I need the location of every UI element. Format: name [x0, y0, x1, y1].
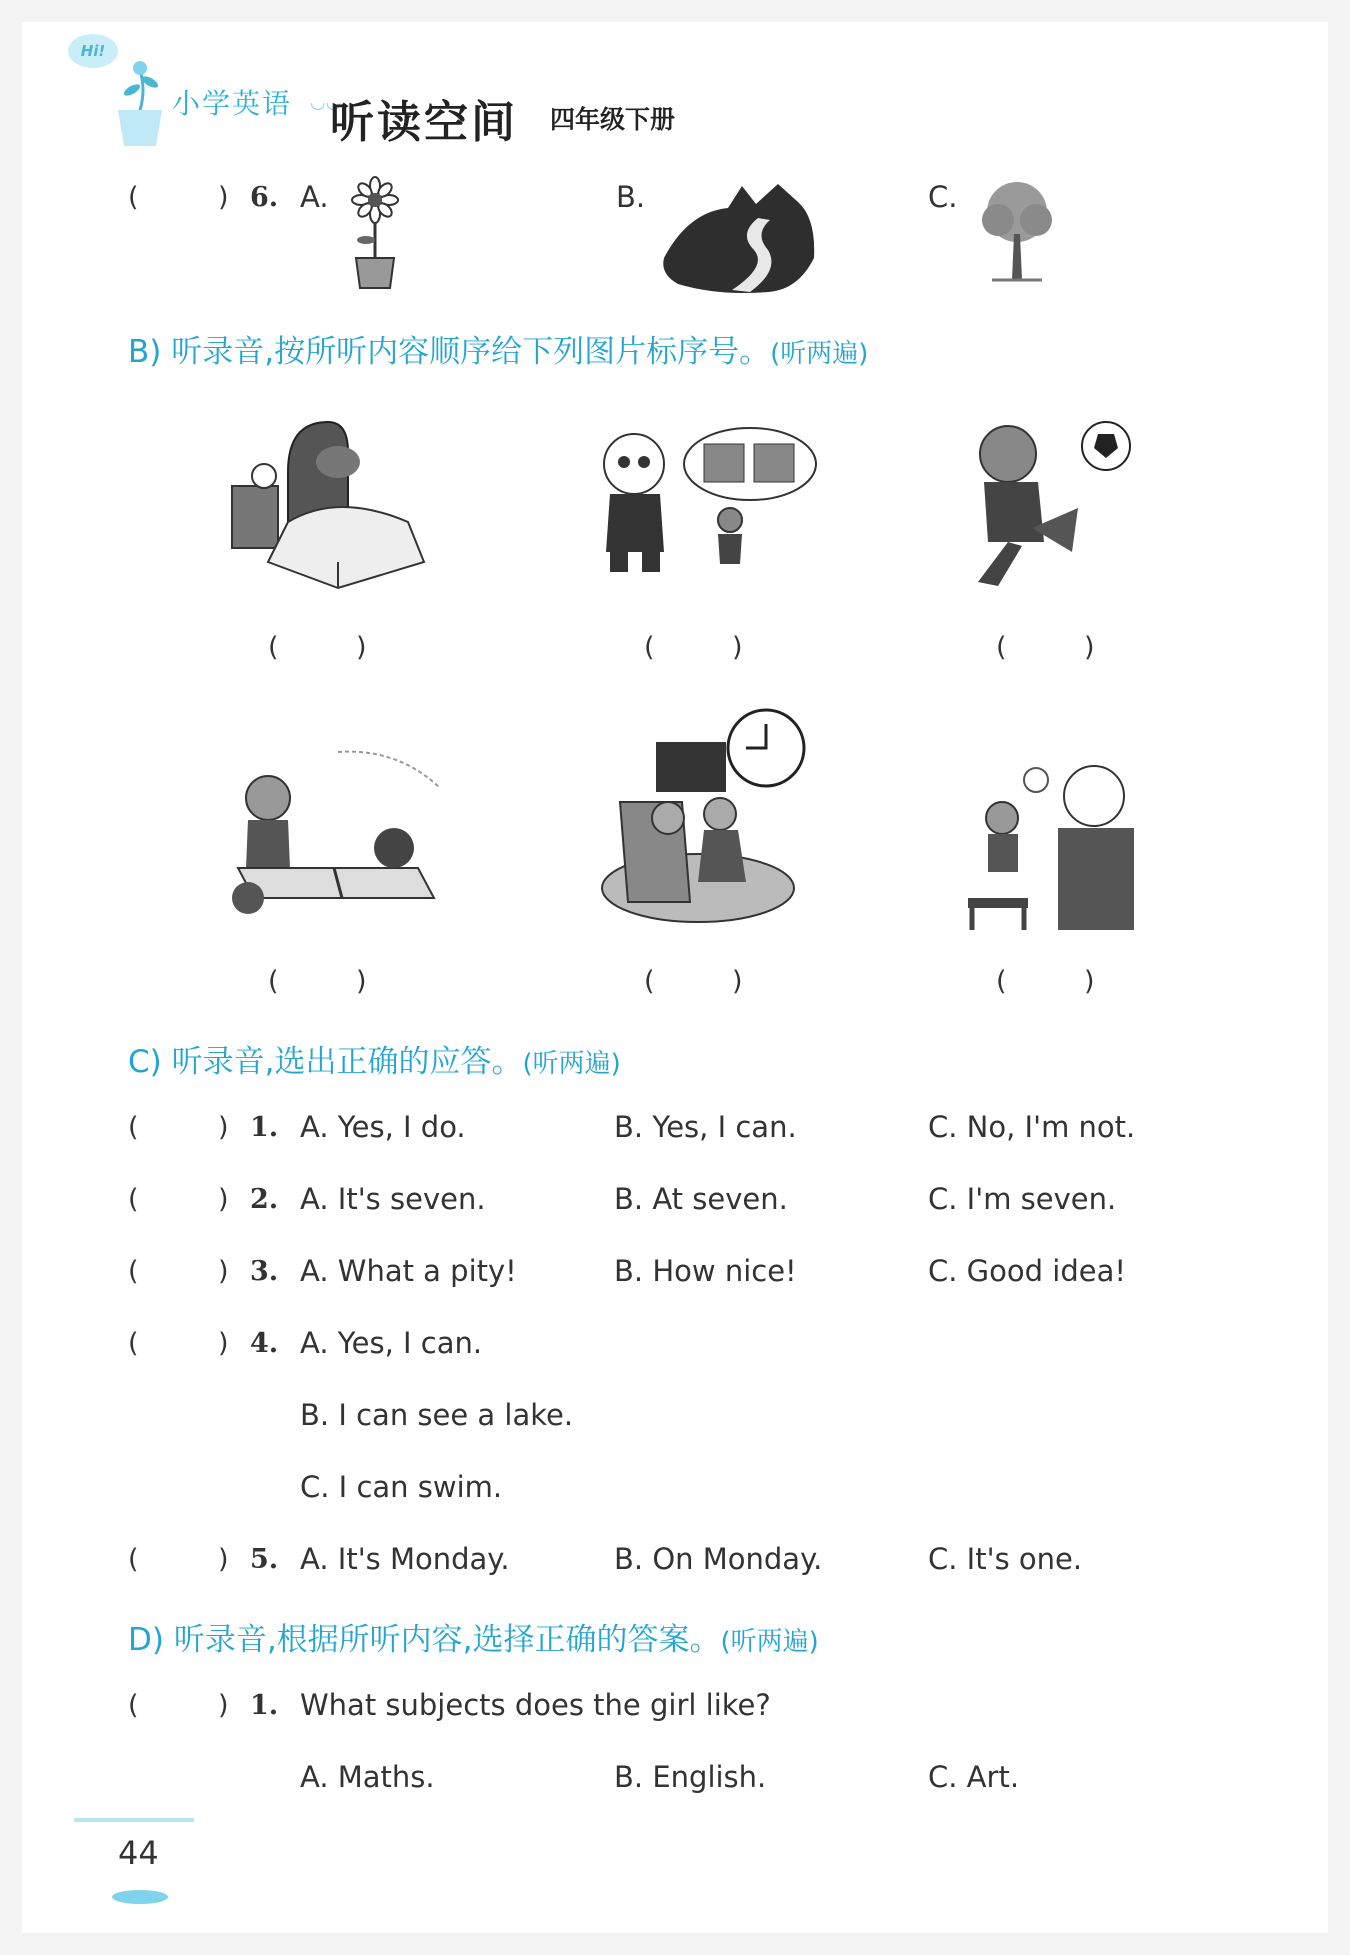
answer-blank-close: )	[218, 1256, 229, 1287]
blank-open: (	[268, 632, 279, 663]
answer-blank-open: (	[128, 1328, 139, 1359]
answer-blank-close: )	[218, 1328, 229, 1359]
answer-blank-close: )	[218, 182, 229, 213]
answer-blank-open: (	[128, 1690, 139, 1721]
mouse-and-cat-talking-picture	[948, 748, 1140, 930]
table-tennis-picture	[218, 748, 444, 928]
potted-flower-picture	[344, 176, 406, 292]
hi-bubble: Hi!	[68, 34, 118, 68]
question-number: 6.	[250, 182, 279, 213]
blank-open: (	[644, 632, 655, 663]
decoration-dots: ◡◡	[310, 92, 342, 113]
blank-close: )	[1084, 632, 1095, 663]
blank-open: (	[996, 632, 1007, 663]
grade-label: 四年级下册	[550, 105, 676, 134]
answer-blank-open: (	[128, 1112, 139, 1143]
answer-blank-open: (	[128, 1256, 139, 1287]
answer-blank-open: (	[128, 1184, 139, 1215]
option-b-label: B.	[616, 180, 646, 214]
option-c: C. No, I'm not.	[928, 1110, 1136, 1144]
question-number: 1.	[250, 1690, 279, 1721]
option-c: C. I'm seven.	[928, 1182, 1117, 1216]
brand-title: 听读空间	[330, 97, 518, 148]
blank-close: )	[356, 632, 367, 663]
option-c-label: C.	[928, 180, 958, 214]
bedtime-clock-picture	[598, 706, 810, 928]
option-a: A. It's seven.	[300, 1182, 486, 1216]
blank-close: )	[356, 966, 367, 997]
answer-blank-close: )	[218, 1184, 229, 1215]
answer-blank-close: )	[218, 1112, 229, 1143]
option-c: C. It's one.	[928, 1542, 1083, 1576]
mountain-road-picture	[658, 178, 818, 296]
section-c-title: C) 听录音,选出正确的应答。	[128, 1044, 523, 1080]
blank-close: )	[732, 966, 743, 997]
option-a: A. Yes, I can.	[300, 1326, 483, 1360]
section-d-heading	[128, 1614, 819, 1659]
option-b: B. Yes, I can.	[614, 1110, 797, 1144]
section-c-note: (听两遍)	[522, 1049, 621, 1079]
question-number: 4.	[250, 1328, 279, 1359]
section-b-note: (听两遍)	[770, 339, 869, 369]
question-number: 1.	[250, 1112, 279, 1143]
option-a: A. Yes, I do.	[300, 1110, 466, 1144]
question-number: 2.	[250, 1184, 279, 1215]
option-b: B. English.	[614, 1760, 767, 1794]
section-b-title: B) 听录音,按所听内容顺序给下列图片标序号。	[128, 334, 771, 370]
option-a-label: A.	[300, 180, 329, 214]
flower-pot-logo-icon	[112, 60, 168, 150]
page-tab-decoration	[74, 1818, 194, 1822]
blank-close: )	[1084, 966, 1095, 997]
cat-kicking-ball-picture	[948, 412, 1136, 590]
question-number: 3.	[250, 1256, 279, 1287]
option-c: C. Good idea!	[928, 1254, 1126, 1288]
blank-open: (	[644, 966, 655, 997]
option-a: A. It's Monday.	[300, 1542, 510, 1576]
page-stand-decoration	[112, 1890, 168, 1904]
series-title: 小学英语	[172, 87, 293, 120]
blank-open: (	[996, 966, 1007, 997]
answer-blank-close: )	[218, 1690, 229, 1721]
answer-blank-open: (	[128, 1544, 139, 1575]
answer-blank-open: (	[128, 182, 139, 213]
tree-picture	[972, 176, 1062, 288]
option-a: A. Maths.	[300, 1760, 435, 1794]
cat-and-mouse-schedule-picture	[580, 424, 832, 580]
page-number: 44	[118, 1834, 159, 1872]
section-b-heading	[128, 326, 868, 371]
option-b: B. How nice!	[614, 1254, 797, 1288]
answer-blank-close: )	[218, 1544, 229, 1575]
blank-open: (	[268, 966, 279, 997]
option-b: B. At seven.	[614, 1182, 788, 1216]
question-number: 5.	[250, 1544, 279, 1575]
option-c: C. Art.	[928, 1760, 1020, 1794]
question-text: What subjects does the girl like?	[300, 1688, 771, 1722]
option-a: A. What a pity!	[300, 1254, 517, 1288]
blank-close: )	[732, 632, 743, 663]
option-b: B. I can see a lake.	[300, 1398, 574, 1432]
section-d-note: (听两遍)	[720, 1627, 819, 1657]
section-d-title: D) 听录音,根据所听内容,选择正确的答案。	[128, 1622, 721, 1658]
option-c: C. I can swim.	[300, 1470, 503, 1504]
sleeping-in-bed-picture	[228, 412, 428, 592]
option-b: B. On Monday.	[614, 1542, 823, 1576]
section-c-heading	[128, 1036, 621, 1081]
